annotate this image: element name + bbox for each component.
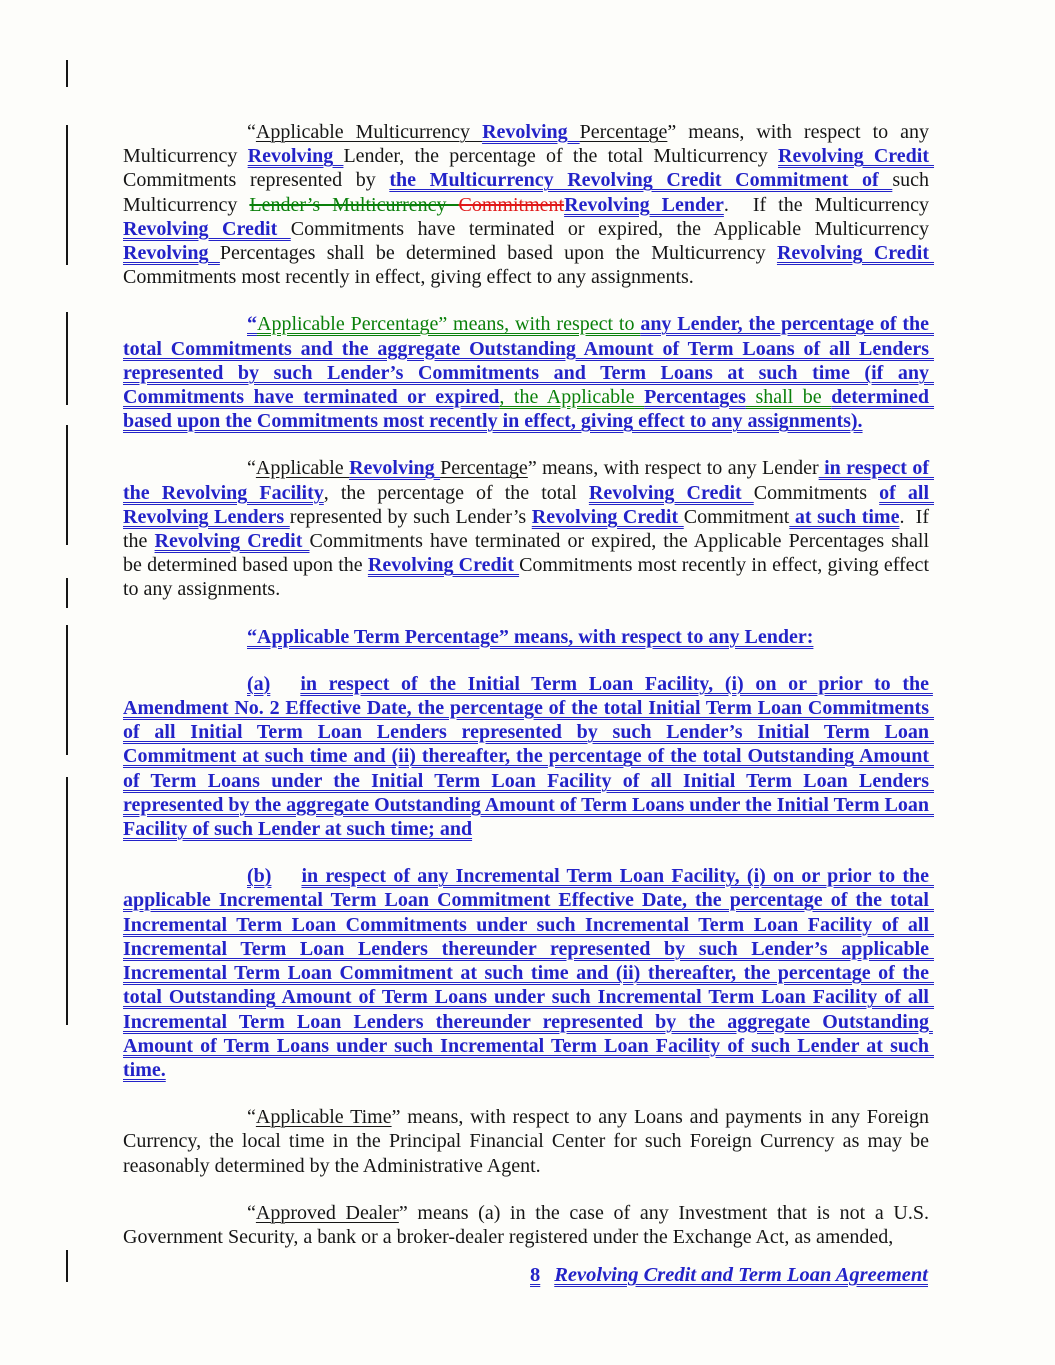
text-run-ins: in respect of any Incremental Term Loan Facility, (i) on or prior to the applicable Incremental Term Loan Commitment Effective Date, the percentage of the total Incremental Term Loan Commitments under such Incremental Term Loan Facility of all Incremental Term Loan Lenders thereunder represented by such Lender’s applicable Incremental Term Loan Commitment at such time and (ii) thereafter, the percentage of the total Outstanding Amount of Term Loans under such Incremental Term Loan Facility of all Incremental Term Loan Lenders thereunder represented by the aggregate Outstanding Amount of Term Loans under such Incremental Term Loan Facility of such Lender at such time.: [123, 865, 934, 1081]
change-bar: [66, 777, 68, 1025]
page-number: 8: [530, 1264, 541, 1286]
change-bar: [66, 625, 68, 755]
text-run-ins: of all Revolving Lenders: [123, 481, 935, 528]
text-run-plain: “: [247, 457, 256, 480]
text-run-term: Approved Dealer: [255, 1201, 399, 1224]
text-run-plain: “: [247, 1106, 256, 1129]
text-run-term: Applicable Multicurrency: [255, 121, 483, 143]
text-run-plain: ” means (a) in the case of any Investment that is not a U.S. Government Security, a bank or a broker-dealer registered under the Exchange Act, as amended,: [123, 1201, 934, 1248]
text-run-term: Percentage: [440, 457, 528, 480]
text-run-ins: “: [247, 313, 257, 336]
text-run-ins: Revolving Credit: [154, 530, 310, 553]
text-run-plain: Commitments most recently in effect, giving effect to any assignments.: [123, 554, 934, 601]
text-run-ins: Revolving: [349, 457, 441, 480]
change-bar: [66, 578, 68, 608]
text-run-plain: Lender, the percentage of the total Multicurrency: [343, 145, 779, 168]
text-run-ins: Revolving: [247, 145, 344, 168]
text-run-ins: in respect of the Revolving Facility: [123, 457, 934, 504]
text-run-plain: Commitments have terminated or expired, the Applicable Multicurrency: [290, 217, 934, 240]
text-run-term: Applicable: [255, 457, 350, 480]
text-run-plain: “: [247, 121, 256, 143]
clause-b-incremental-term-loan: [123, 864, 934, 1082]
text-run-ins: determined based upon the Commitments most recently in effect, giving effect to any assignments).: [123, 386, 935, 433]
text-run-ins: Revolving: [482, 121, 580, 143]
text-run-term: Percentage: [579, 121, 668, 143]
text-run-rdel: Commitment: [458, 193, 565, 216]
text-run-ins: Revolving Credit: [123, 217, 291, 240]
text-run-plain: Commitment: [683, 505, 790, 528]
text-run-ins: (a): [247, 672, 271, 695]
text-run-plain: Percentages shall be determined based upon the Multicurrency: [219, 242, 777, 265]
text-run-plain: Commitments: [753, 481, 880, 504]
text-run-ins: Revolving Lender: [564, 193, 724, 216]
text-run-gdel: Lender’s Multicurrency: [249, 193, 459, 216]
text-run-ins: (b): [247, 865, 272, 888]
text-run-plain: Commitments represented by: [123, 169, 390, 192]
text-run-plain: “: [247, 1201, 256, 1224]
def-applicable-percentage: [123, 312, 935, 433]
text-run-ins: Revolving Credit: [367, 554, 520, 577]
text-run-ins: in respect of the Initial Term Loan Facility, (i) on or prior to the Amendment No. 2 Effective Date, the percentage of the total Initial Term Loan Commitments of all Initial Term Loan Lenders represented by such Lender’s Initial Term Loan Commitment at such time and (ii) thereafter, the percentage of the total Outstanding Amount of Term Loans under the Initial Term Loan Facility of all Initial Term Loan Lenders represented by the aggregate Outstanding Amount of Term Loans under the Initial Term Loan Facility of such Lender at such time; and: [123, 672, 934, 841]
text-run-gins: , the Applicable: [499, 386, 645, 409]
change-bar: [66, 60, 68, 87]
text-run-plain: , the percentage of the total: [323, 481, 589, 504]
text-run-ins: Revolving: [123, 242, 220, 265]
text-run-ins: any Lender, the percentage of the total Commitments and the aggregate Outstanding Amount of Term Loans of all Lenders represented by such Lender’s Commitments and Term Loans at such time (if any Commitments have terminated or expired: [123, 313, 934, 409]
text-run-ins: Revolving Credit: [531, 505, 684, 528]
text-run-plain: . If the Multicurrency: [723, 193, 934, 216]
text-run-plain: ” means, with respect to any Multicurrency: [123, 121, 935, 168]
document-body: [123, 120, 935, 1272]
page-footer: [530, 1264, 928, 1287]
text-run-ins: Revolving Credit: [776, 242, 935, 265]
text-run-plain: . If the: [123, 505, 934, 553]
text-run-plain: ” means, with respect to any Lender: [527, 457, 819, 480]
change-bar: [66, 312, 68, 405]
text-run-ins: “Applicable Term Percentage” means, with respect to any Lender:: [247, 625, 814, 648]
text-run-ins: at such time: [789, 505, 900, 528]
change-bar: [66, 1250, 68, 1282]
footer-document-title: Revolving Credit and Term Loan Agreement: [554, 1264, 928, 1286]
text-run-plain: Commitments have terminated or expired, the Applicable Percentages shall be determined based upon the: [123, 530, 934, 577]
def-applicable-multicurrency-revolving-percentage: [123, 120, 935, 289]
text-run-term: Applicable Time: [255, 1106, 392, 1129]
text-run-ins: the Multicurrency Revolving Credit Commitment of: [389, 169, 893, 192]
text-run-ins: Revolving Credit: [588, 481, 754, 504]
text-run-ins: Percentages: [644, 386, 746, 409]
def-applicable-time: [123, 1105, 934, 1178]
text-run-plain: such Multicurrency: [123, 169, 934, 216]
def-applicable-term-percentage-heading: [123, 625, 929, 649]
text-run-plain: Commitments most recently in effect, giving effect to any assignments.: [123, 266, 694, 289]
def-applicable-revolving-percentage: [123, 456, 935, 601]
text-run-gins: Applicable Percentage” means, with respect to: [257, 313, 641, 336]
def-approved-dealer: [123, 1201, 934, 1249]
text-run-plain: represented by such Lender’s: [289, 505, 532, 528]
text-run-plain: ” means, with respect to any Loans and payments in any Foreign Currency, the local time in the Principal Financial Center for such Foreign Currency as may be reasonably determined by the Administrative Agent.: [123, 1106, 934, 1177]
text-run-gins: shall be: [745, 386, 832, 409]
clause-a-initial-term-loan: [123, 672, 934, 841]
change-bar: [66, 125, 68, 265]
text-run-ins: Revolving Credit: [778, 145, 935, 168]
change-bar: [66, 425, 68, 545]
